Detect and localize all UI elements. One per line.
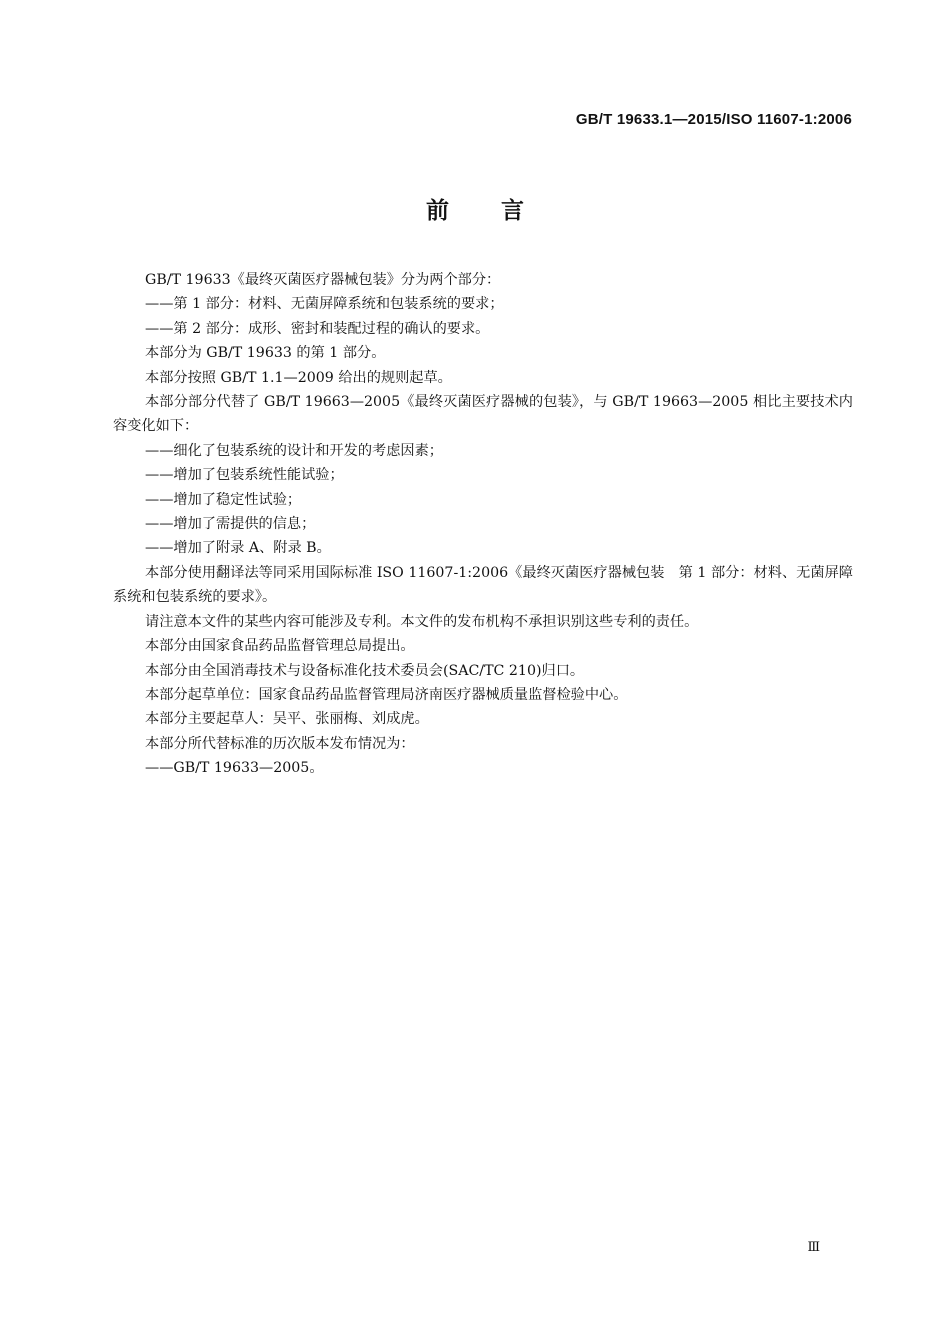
paragraph: 本部分所代替标准的历次版本发布情况为： [145,735,415,752]
page-title [0,192,950,225]
paragraph: 本部分部分代替了 GB/T 19663—2005《最终灭菌医疗器械的包装》，与 GB/T 19663—2005 相比主要技术内容变化如下： [113,394,853,435]
paragraph: 本部分按照 GB/T 1.1—2009 给出的规则起草。 [145,369,452,386]
paragraph: 请注意本文件的某些内容可能涉及专利。本文件的发布机构不承担识别这些专利的责任。 [145,613,699,630]
page-number: Ⅲ [807,1240,820,1255]
paragraph: 本部分使用翻译法等同采用国际标准 ISO 11607-1:2006《最终灭菌医疗器械包装 第 1 部分：材料、无菌屏障系统和包装系统的要求》。 [113,564,853,606]
foreword-body [113,268,853,781]
paragraph: 本部分起草单位：国家食品药品监督管理局济南医疗器械质量监督检验中心。 [145,686,628,703]
paragraph: 本部分由国家食品药品监督管理总局提出。 [145,638,415,655]
paragraph: GB/T 19633《最终灭菌医疗器械包装》分为两个部分： [145,272,501,288]
standard-number: GB/T 19633.1—2015/ISO 11607-1:2006 [575,111,852,128]
paragraph: 本部分主要起草人：吴平、张丽梅、刘成虎。 [145,711,429,728]
list-item: ——细化了包装系统的设计和开发的考虑因素； [145,442,443,459]
list-item: ——第 1 部分：材料、无菌屏障系统和包装系统的要求； [145,296,504,313]
paragraph: 本部分由全国消毒技术与设备标准化技术委员会(SAC/TC 210)归口。 [145,662,585,679]
list-item: ——第 2 部分：成形、密封和装配过程的确认的要求。 [145,320,490,337]
list-item: ——GB/T 19633—2005。 [145,760,324,777]
title-char-2: 言 [501,198,524,224]
list-item: ——增加了附录 A、附录 B。 [145,540,331,557]
list-item: ——增加了需提供的信息； [145,516,316,533]
list-item: ——增加了稳定性试验； [145,491,302,508]
list-item: ——增加了包装系统性能试验； [145,467,344,484]
title-char-1: 前 [426,198,449,224]
paragraph: 本部分为 GB/T 19633 的第 1 部分。 [145,345,386,362]
